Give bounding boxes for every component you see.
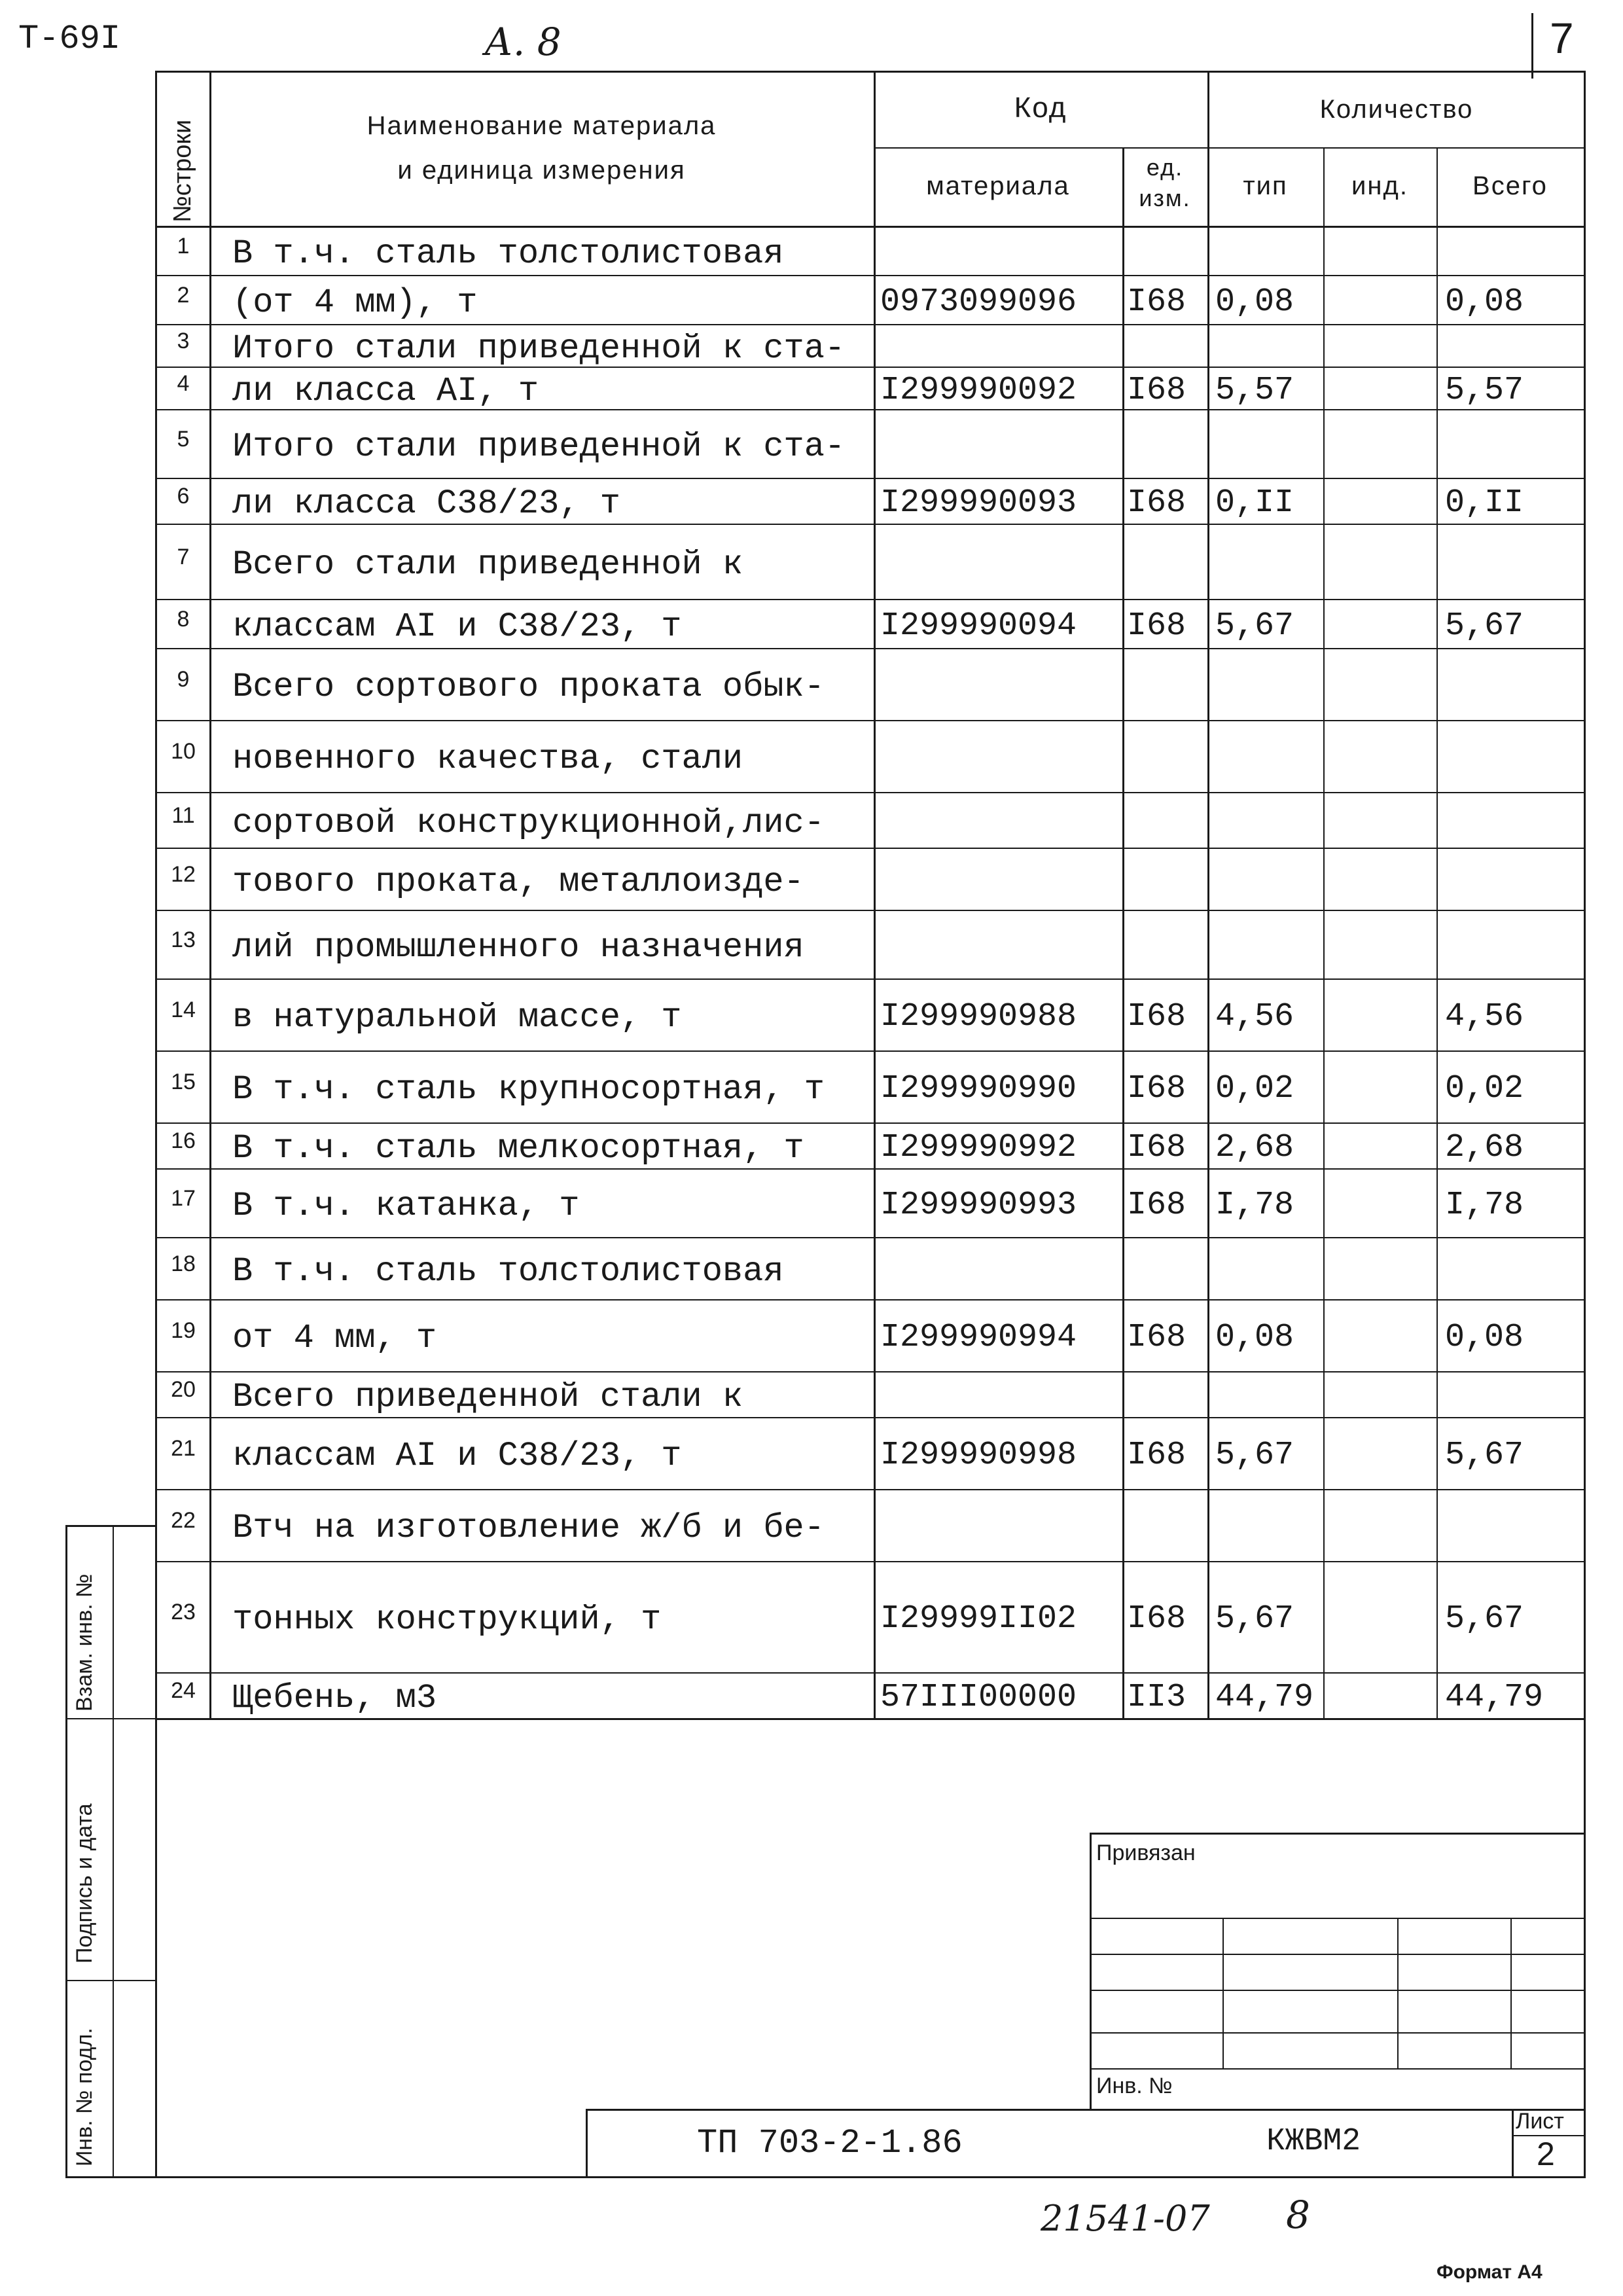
cell-type: 5,67 bbox=[1215, 1437, 1294, 1474]
cell-name: В т.ч. сталь толстолистовая bbox=[232, 1251, 784, 1291]
row-number: 3 bbox=[177, 328, 190, 353]
cell-code: I299990994 bbox=[880, 1319, 1077, 1356]
cell-unit: I68 bbox=[1127, 371, 1186, 409]
row-number: 17 bbox=[171, 1185, 196, 1211]
header-code-unit-1: ед. bbox=[1146, 154, 1184, 181]
stamp-linked: Привязан bbox=[1096, 1840, 1196, 1865]
cell-total: 0,08 bbox=[1445, 1319, 1524, 1356]
row-number: 2 bbox=[177, 282, 190, 308]
cell-type: I,78 bbox=[1215, 1186, 1294, 1224]
row-number: 5 bbox=[177, 426, 190, 452]
row-number: 4 bbox=[177, 370, 190, 396]
row-number: 6 bbox=[177, 484, 190, 509]
row-number: 24 bbox=[171, 1678, 196, 1703]
cell-name: Втч на изготовление ж/б и бе- bbox=[232, 1509, 825, 1547]
cell-code: I299990990 bbox=[880, 1070, 1077, 1107]
cell-total: 4,56 bbox=[1445, 998, 1524, 1035]
header-qty-ind: инд. bbox=[1351, 171, 1408, 200]
cell-unit: I68 bbox=[1127, 1186, 1186, 1224]
header-qty-type: тип bbox=[1243, 171, 1288, 200]
row-number: 12 bbox=[171, 861, 196, 887]
cell-unit: I68 bbox=[1127, 1319, 1186, 1356]
cell-total: 5,67 bbox=[1445, 1437, 1524, 1474]
table-border-top bbox=[155, 71, 1586, 73]
cell-total: 0,II bbox=[1445, 484, 1524, 522]
table-border-bottom bbox=[155, 2176, 1586, 2178]
cell-type: 44,79 bbox=[1215, 1679, 1314, 1716]
cell-unit: I68 bbox=[1127, 1070, 1186, 1107]
cell-name: тонных конструкций, т bbox=[232, 1600, 662, 1639]
page-number: 7 bbox=[1550, 14, 1574, 62]
cell-name: Щебень, м3 bbox=[232, 1679, 437, 1717]
handwritten-number: 21541-07 bbox=[1041, 2198, 1210, 2239]
cell-name: Итого стали приведенной к ста- bbox=[232, 329, 846, 368]
row-number: 15 bbox=[171, 1069, 196, 1094]
cell-code: I299990988 bbox=[880, 998, 1077, 1035]
header-qty-total: Всего bbox=[1472, 171, 1548, 200]
cell-total: 5,67 bbox=[1445, 607, 1524, 645]
header-quantity: Количество bbox=[1319, 95, 1474, 124]
row-number: 8 bbox=[177, 606, 190, 632]
handwritten-page: 8 bbox=[1286, 2193, 1310, 2237]
cell-type: 2,68 bbox=[1215, 1129, 1294, 1166]
row-number: 22 bbox=[171, 1508, 196, 1533]
cell-total: I,78 bbox=[1445, 1186, 1524, 1224]
cell-total: 0,02 bbox=[1445, 1070, 1524, 1107]
cell-type: 5,67 bbox=[1215, 1600, 1294, 1638]
side-label-inv-orig: Инв. № подл. bbox=[72, 2028, 97, 2166]
header-row-no: №строки bbox=[169, 119, 196, 223]
stamp-sheet-value: 2 bbox=[1537, 2136, 1555, 2172]
cell-name: новенного качества, стали bbox=[232, 740, 743, 778]
cell-name: Всего сортового проката обык- bbox=[232, 668, 825, 706]
cell-name: Итого стали приведенной к ста- bbox=[232, 427, 846, 466]
album-mark: А. 8 bbox=[484, 20, 562, 64]
cell-code: I299990092 bbox=[880, 371, 1077, 409]
row-number: 23 bbox=[171, 1600, 196, 1624]
cell-total: 44,79 bbox=[1445, 1679, 1544, 1716]
cell-name: ли класса AI, т bbox=[232, 371, 539, 410]
row-number: 20 bbox=[171, 1377, 196, 1402]
cell-type: 0,II bbox=[1215, 484, 1294, 522]
stamp-mark: КЖВМ2 bbox=[1266, 2124, 1361, 2159]
side-label-replace-inv: Взам. инв. № bbox=[72, 1573, 97, 1712]
cell-name: (от 4 мм), т bbox=[232, 283, 478, 322]
cell-total: 5,67 bbox=[1445, 1600, 1524, 1638]
cell-unit: I68 bbox=[1127, 1437, 1186, 1474]
side-label-sign-date: Подпись и дата bbox=[72, 1803, 97, 1964]
cell-total: 5,57 bbox=[1445, 371, 1524, 409]
cell-code: 57III00000 bbox=[880, 1679, 1077, 1716]
doc-code: Т-69I bbox=[18, 20, 121, 58]
stamp-designation: ТП 703-2-1.86 bbox=[697, 2124, 963, 2162]
cell-code: I29999II02 bbox=[880, 1600, 1077, 1638]
cell-name: классам AI и С38/23, т bbox=[232, 607, 682, 646]
cell-unit: I68 bbox=[1127, 607, 1186, 645]
cell-unit: II3 bbox=[1127, 1679, 1186, 1716]
cell-name: Всего стали приведенной к bbox=[232, 545, 743, 584]
row-number: 13 bbox=[171, 927, 196, 952]
cell-total: 0,08 bbox=[1445, 283, 1524, 321]
cell-name: тового проката, металлоизде- bbox=[232, 862, 804, 901]
cell-code: 0973099096 bbox=[880, 283, 1077, 321]
row-number: 14 bbox=[171, 997, 196, 1022]
header-code-unit-2: изм. bbox=[1139, 185, 1191, 211]
cell-name: В т.ч. сталь мелкосортная, т bbox=[232, 1129, 804, 1168]
cell-name: Всего приведенной стали к bbox=[232, 1378, 743, 1416]
cell-code: I299990993 bbox=[880, 1186, 1077, 1224]
cell-name: классам AI и С38/23, т bbox=[232, 1437, 682, 1475]
header-name-line2: и единица измерения bbox=[397, 156, 686, 185]
cell-unit: I68 bbox=[1127, 1129, 1186, 1166]
row-number: 7 bbox=[177, 544, 190, 569]
cell-type: 0,08 bbox=[1215, 283, 1294, 321]
cell-total: 2,68 bbox=[1445, 1129, 1524, 1166]
cell-code: I299990998 bbox=[880, 1437, 1077, 1474]
cell-unit: I68 bbox=[1127, 283, 1186, 321]
cell-name: от 4 мм, т bbox=[232, 1319, 437, 1357]
row-number: 9 bbox=[177, 667, 190, 692]
cell-name: В т.ч. сталь крупносортная, т bbox=[232, 1070, 825, 1109]
cell-code: I299990992 bbox=[880, 1129, 1077, 1166]
format-label: Формат А4 bbox=[1436, 2261, 1543, 2283]
row-number: 19 bbox=[171, 1318, 196, 1343]
row-number: 11 bbox=[171, 802, 195, 828]
row-number: 10 bbox=[171, 739, 196, 764]
cell-unit: I68 bbox=[1127, 484, 1186, 522]
cell-type: 0,02 bbox=[1215, 1070, 1294, 1107]
cell-type: 4,56 bbox=[1215, 998, 1294, 1035]
cell-name: лий промышленного назначения bbox=[232, 927, 804, 967]
row-number: 18 bbox=[171, 1251, 196, 1276]
cell-name: В т.ч. катанка, т bbox=[232, 1186, 580, 1225]
header-name-line1: Наименование материала bbox=[366, 111, 717, 140]
table-border-right bbox=[1584, 71, 1586, 2178]
header-code-material: материала bbox=[926, 171, 1070, 200]
cell-name: в натуральной массе, т bbox=[232, 998, 682, 1037]
cell-type: 5,67 bbox=[1215, 607, 1294, 645]
cell-unit: I68 bbox=[1127, 998, 1186, 1035]
cell-code: I299990093 bbox=[880, 484, 1077, 522]
row-number: 21 bbox=[171, 1436, 196, 1461]
cell-name: сортовой конструкционной,лис- bbox=[232, 803, 825, 842]
cell-name: ли класса С38/23, т bbox=[232, 484, 620, 523]
row-number: 16 bbox=[171, 1128, 196, 1153]
cell-type: 5,57 bbox=[1215, 371, 1294, 409]
cell-type: 0,08 bbox=[1215, 1319, 1294, 1356]
cell-code: I299990094 bbox=[880, 607, 1077, 645]
header-code: Код bbox=[1014, 92, 1067, 124]
cell-unit: I68 bbox=[1127, 1600, 1186, 1638]
stamp-inv-no: Инв. № bbox=[1096, 2073, 1173, 2098]
cell-name: В т.ч. сталь толстолистовая bbox=[232, 234, 784, 273]
row-number: 1 bbox=[177, 233, 190, 259]
stamp-sheet-label: Лист bbox=[1516, 2109, 1564, 2134]
